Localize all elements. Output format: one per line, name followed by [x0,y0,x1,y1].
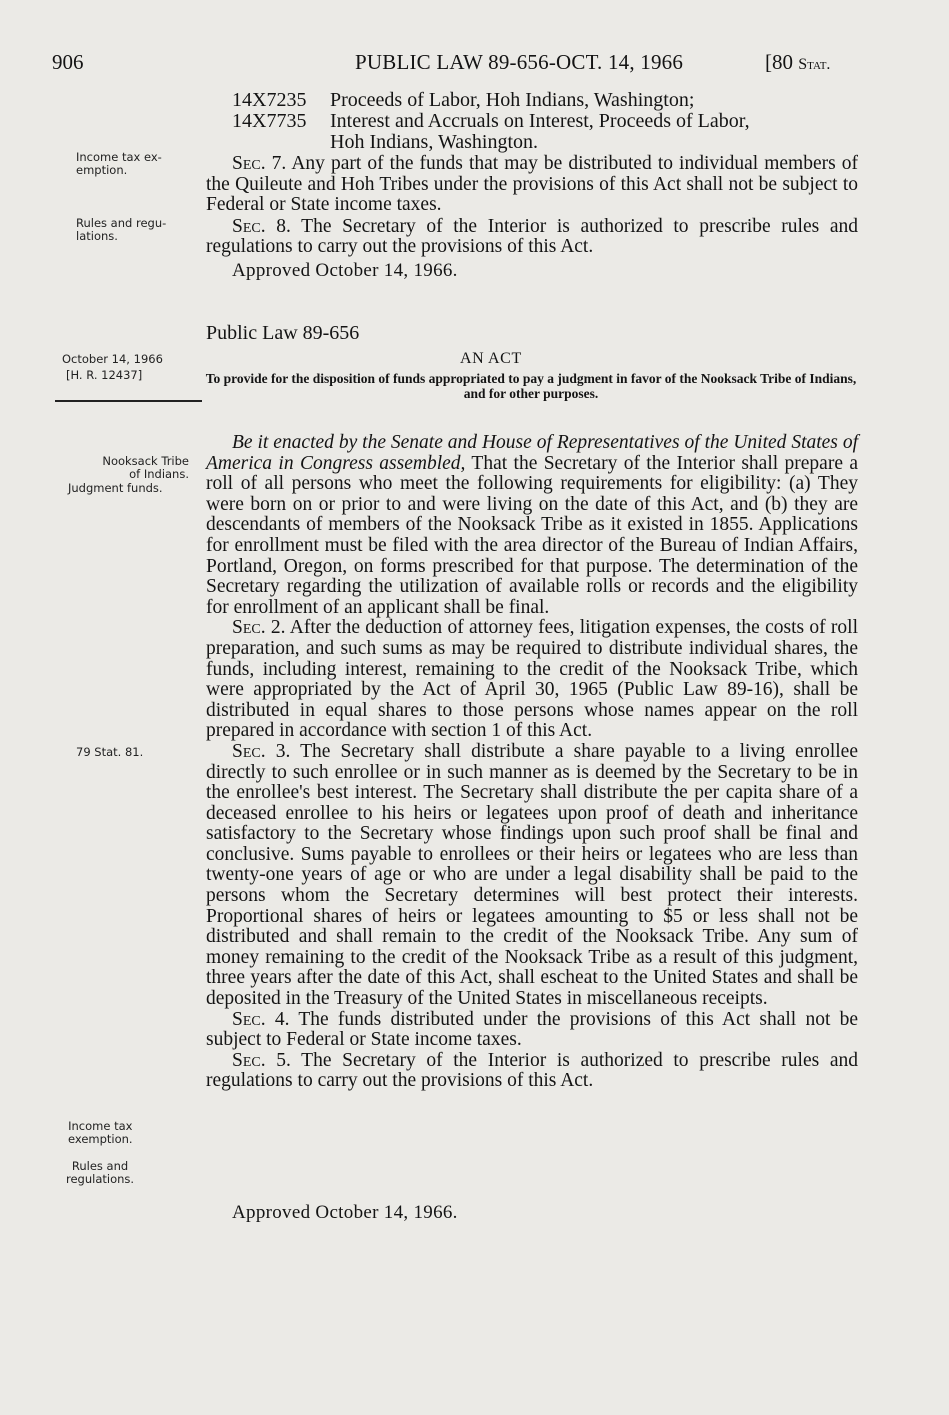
section-label: Sec. 2. [232,617,286,639]
section-text: The Secretary of the Interior is authorized to prescribe rules and regulations to carry out the provisions of this Act. [206,1049,858,1092]
account-code: 14X7235 [232,89,307,111]
section-text: That the Secretary of the Interior shall prepare a roll of all persons who meet the following requirements for eligibility: (a) They were born on or prior to and were living on the date of this Act, and (b) they are descendants of members of the Nooksack Tribe as it existed in 1855. Applications for enrollment must be filed with the area director of the Bureau of Indian Affairs, Portland, Oregon, on forms prescribed for that purpose. The determination of the Secretary regarding the utilization of available rolls or records and the eligibility for enrollment of an applicant shall be final. [206,452,859,618]
section-1 [206,433,858,618]
margin-note-stat-ref: 79 Stat. 81. [76,745,144,759]
margin-note-rules: Rules and regu- lations. [76,216,167,243]
margin-rule [55,400,202,402]
section-8 [206,217,858,258]
approval-line-2: Approved October 14, 1966. [232,1202,458,1223]
section-label: Sec. 3. [232,740,291,762]
enacting-clause: Be it enacted by the Senate and House of Representatives of the United States of America in Congress assembled, [206,432,858,474]
running-header [0,50,949,80]
account-code: 14X7735 [232,110,307,132]
section-4 [206,1010,858,1051]
account-list [232,90,862,153]
margin-note-income-tax: Income tax ex- emption. [76,150,162,177]
act-title: To provide for the disposition of funds appropriated to pay a judgment in favor of the Nooksack Tribe of Indians, and for other purposes. [205,371,857,401]
stat-label: Stat. [798,56,831,73]
section-5 [206,1051,858,1092]
margin-note-bill: [H. R. 12437] [66,368,143,382]
prior-act-sections [206,154,858,258]
margin-note-income-tax-2: Income tax exemption. [68,1119,133,1146]
section-label: Sec. 8. [232,215,291,237]
section-text: The Secretary of the Interior is authorized to prescribe rules and regulations to carry out the provisions of this Act. [206,215,858,258]
section-text: Any part of the funds that may be distributed to individual members of the Quileute and Hoh Tribes under the provisions of this Act shall not be subject to Federal or State income taxes. [206,153,858,216]
account-name: Interest and Accruals on Interest, Proceeds of Labor, [330,110,750,132]
act-body [206,433,858,1092]
public-law-label: Public Law 89-656 [206,322,360,344]
account-name: Proceeds of Labor, Hoh Indians, Washington; [330,89,695,111]
section-text: After the deduction of attorney fees, litigation expenses, the costs of roll preparation, and such sums as may be required to distribute individual shares, the funds, including interest, remaining to the credit of the Nooksack Tribe, which were appropriated by the Act of April 30, 1965 (Public Law 89-16), shall be distributed in equal shares to those persons whose names appear on the roll prepared in accordance with section 1 of this Act. [206,617,858,742]
statute-reference [765,50,830,75]
section-7 [206,154,858,216]
margin-note-nooksack: Nooksack Tribe of Indians. [102,454,189,481]
section-2 [206,618,858,742]
section-label: Sec. 7. [232,153,287,174]
margin-note-rules-2: Rules and regulations. [66,1159,135,1186]
stat-number: [80 [765,50,799,74]
account-continuation: Hoh Indians, Washington. [330,131,539,153]
section-3 [206,742,858,1010]
approval-line: Approved October 14, 1966. [232,260,458,281]
margin-note-judgment: Judgment funds. [68,481,163,495]
header-title: PUBLIC LAW 89-656-OCT. 14, 1966 [355,50,684,74]
an-act-heading: AN ACT [460,350,522,367]
page-number: 906 [52,50,84,74]
section-label: Sec. 5. [232,1049,291,1071]
margin-note-date: October 14, 1966 [62,352,163,366]
section-text: The funds distributed under the provisions of this Act shall not be subject to Federal or State income taxes. [206,1008,858,1051]
account-row [232,111,862,132]
section-label: Sec. 4. [232,1008,290,1030]
account-row [232,90,862,111]
section-text: The Secretary shall distribute a share payable to a living enrollee directly to such enrollee or in such manner as is deemed by the Secretary to be in the enrollee's best interest. The Secretary shall distribute the per capita share of a deceased enrollee to his heirs or legatees upon proof of death and inheritance satisfactory to the Secretary whose findings upon such proof shall be final and conclusive. Sums payable to enrollees or their heirs or legatees who are less than twenty-one years of age or who are under a legal disability shall be paid to the persons whom the Secretary determines will best protect their interests. Proportional shares of heirs or legatees amounting to $5 or less shall not be distributed and shall remain to the credit of the Nooksack Tribe. Any sum of money remaining to the credit of the Nooksack Tribe as a result of this judgment, three years after the date of this Act, shall escheat to the United States and shall be deposited in the Treasury of the United States in miscellaneous receipts. [206,740,858,1010]
